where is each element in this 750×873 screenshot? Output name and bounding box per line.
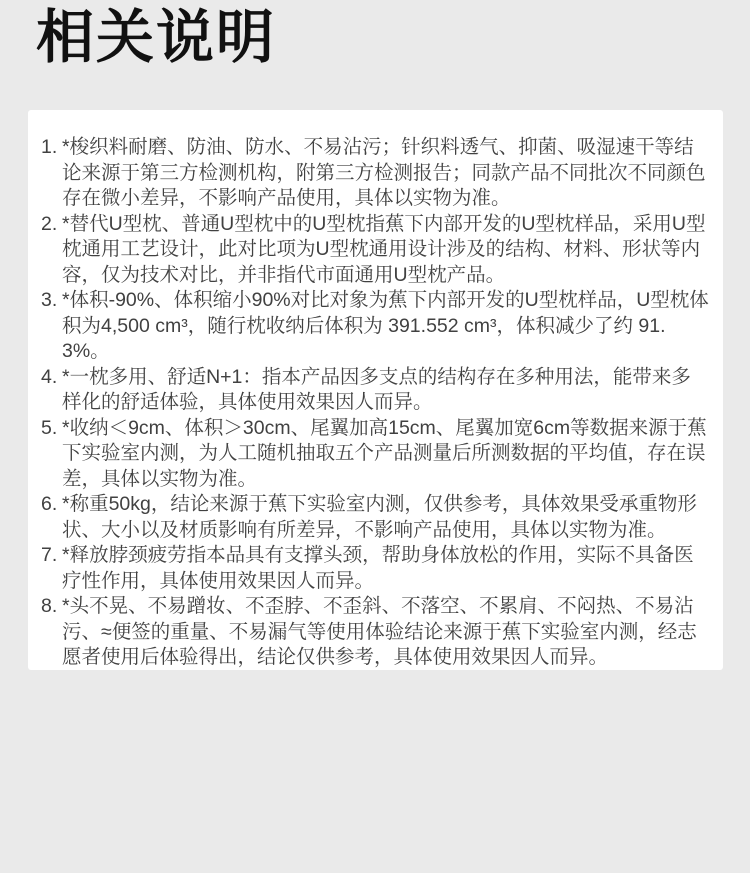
- note-item-4: [41, 365, 710, 416]
- note-text: *释放脖颈疲劳指本品具有支撑头颈，帮助身体放松的作用，实际不具备医疗性作用，具体使用效果因人而异。: [62, 544, 694, 592]
- note-item-8: [41, 594, 710, 670]
- note-number: 6.: [41, 493, 58, 515]
- note-text: *称重50kg，结论来源于蕉下实验室内测，仅供参考，具体效果受承重物形状、大小以及材质影响有所差异，不影响产品使用，具体以实物为准。: [62, 493, 697, 541]
- note-text: *一枕多用、舒适N+1：指本产品因多支点的结构存在多种用法，能带来多样化的舒适体验，具体使用效果因人而异。: [62, 365, 691, 413]
- note-item-2: [41, 212, 710, 289]
- note-number: 2.: [41, 212, 58, 235]
- note-number: 4.: [41, 365, 58, 388]
- note-number: 1.: [41, 136, 58, 158]
- page-title: 相关说明: [36, 5, 277, 70]
- note-number: 8.: [41, 595, 58, 617]
- note-number: 5.: [41, 416, 58, 439]
- note-text: *体积-90%、体积缩小90%对比对象为蕉下内部开发的U型枕样品，U型枕体积为4,500 cm³，随行枕收纳后体积为 391.552 cm³，体积减少了约 91.3%。: [62, 289, 709, 362]
- page-header: [0, 0, 750, 70]
- note-item-5: [41, 416, 710, 493]
- note-item-7: [41, 543, 710, 594]
- note-text: *替代U型枕、普通U型枕中的U型枕指蕉下内部开发的U型枕样品，采用U型枕通用工艺设计，此对比项为U型枕通用设计涉及的结构、材料、形状等内容，仅为技术对比，并非指代市面通用U型枕产品。: [62, 212, 706, 286]
- note-item-1: [41, 135, 710, 212]
- note-number: 3.: [41, 289, 58, 311]
- notes-card: [28, 110, 723, 670]
- notes-list: [41, 135, 710, 670]
- note-text: *头不晃、不易蹭妆、不歪脖、不歪斜、不落空、不累肩、不闷热、不易沾污、≈便签的重量、不易漏气等使用体验结论来源于蕉下实验室内测，经志愿者使用后体验得出，结论仅供参考，具体使用效果因人而异。: [62, 595, 697, 668]
- note-item-3: [41, 288, 710, 365]
- note-number: 7.: [41, 544, 58, 566]
- note-text: *收纳＜9cm、体积＞30cm、尾翼加高15cm、尾翼加宽6cm等数据来源于蕉下实验室内测，为人工随机抽取五个产品测量后所测数据的平均值，存在误差，具体以实物为准。: [62, 416, 707, 490]
- note-item-6: [41, 492, 710, 543]
- note-text: *梭织料耐磨、防油、防水、不易沾污；针织料透气、抑菌、吸湿速干等结论来源于第三方检测机构，附第三方检测报告；同款产品不同批次不同颜色存在微小差异，不影响产品使用，具体以实物为准。: [62, 136, 706, 209]
